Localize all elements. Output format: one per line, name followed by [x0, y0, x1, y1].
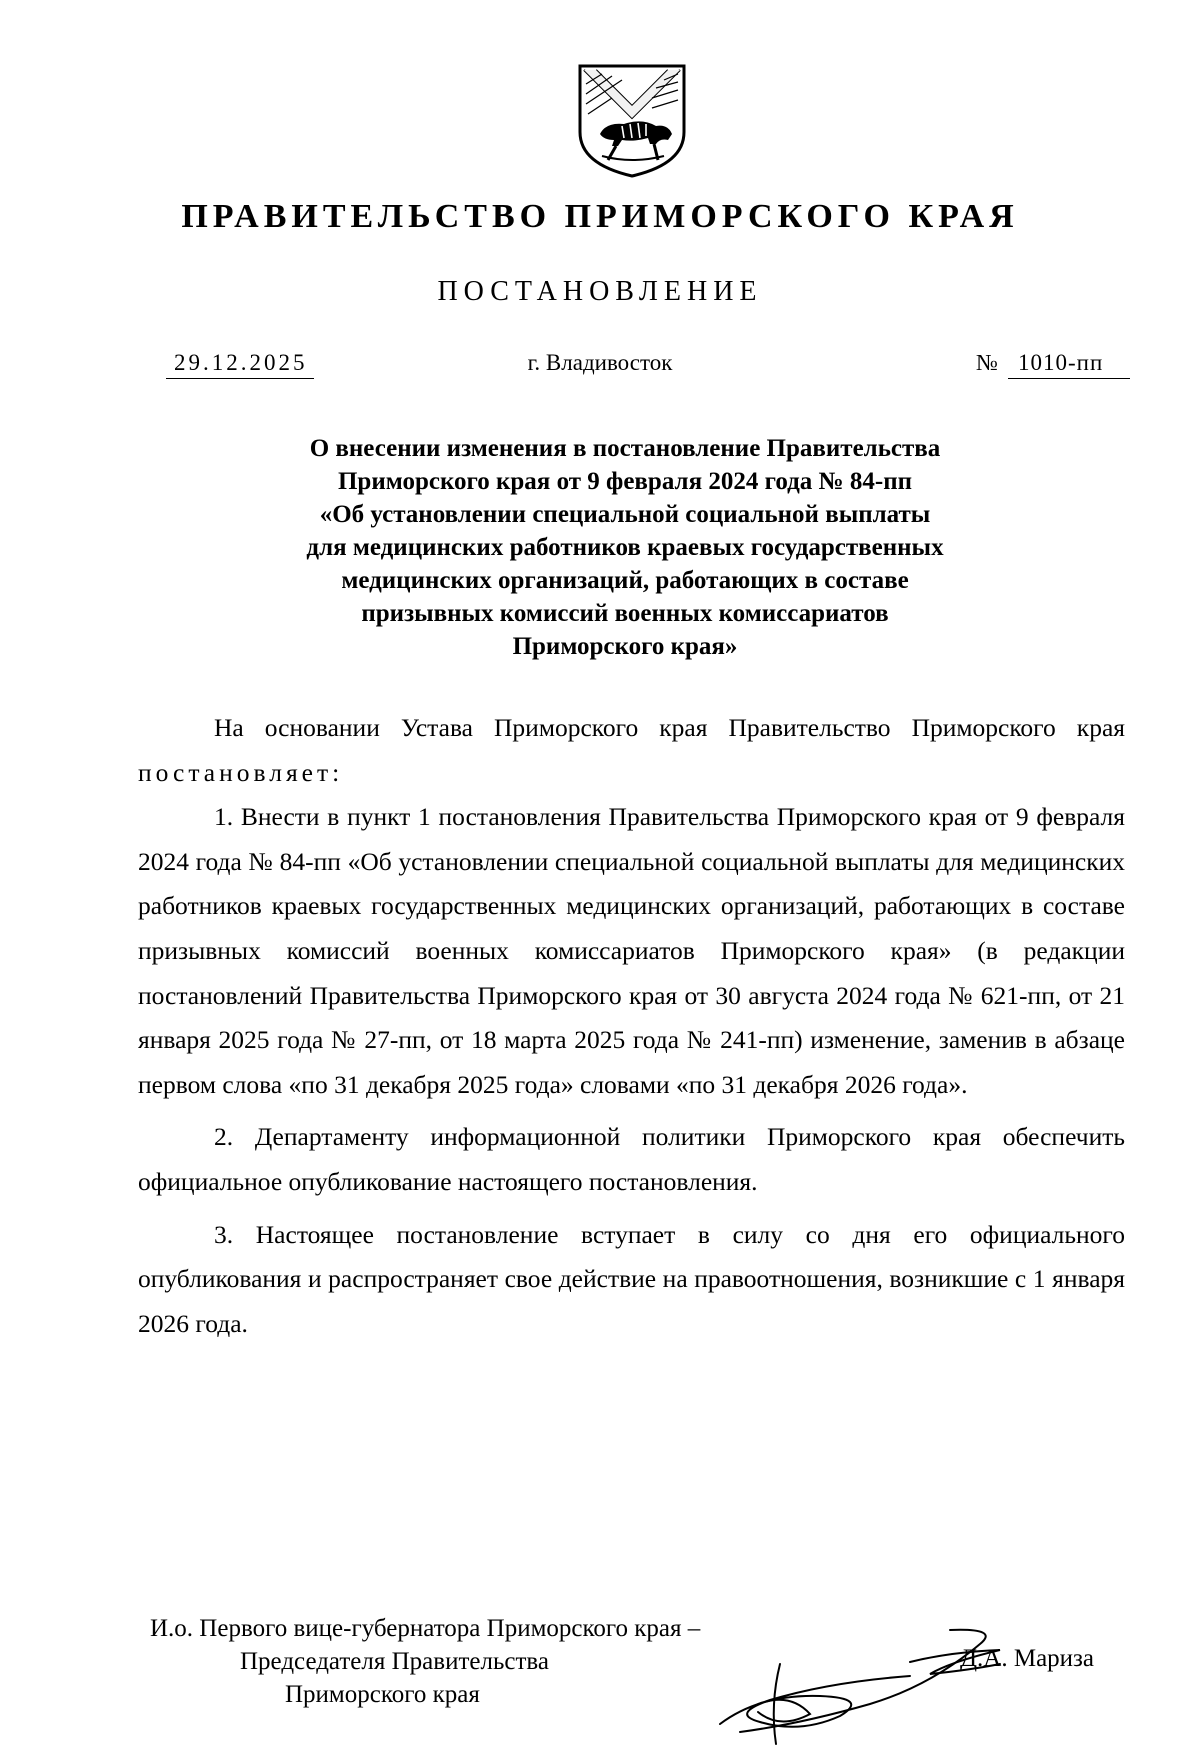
preamble-colon: :	[332, 757, 340, 787]
document-city: г. Владивосток	[527, 350, 673, 375]
number-sign: №	[976, 350, 998, 375]
document-number: 1010-пп	[1008, 350, 1130, 379]
position-line: И.о. Первого вице-губернатора Приморского края –	[150, 1615, 701, 1642]
primorsky-krai-coat-of-arms-icon	[572, 60, 692, 180]
document-date: 29.12.2025	[166, 350, 314, 379]
title-line: для медицинских работников краевых государственных	[306, 534, 944, 561]
issuing-authority: ПРАВИТЕЛЬСТВО ПРИМОРСКОГО КРАЯ	[181, 198, 1019, 235]
title-line: призывных комиссий военных комиссариатов	[361, 600, 889, 627]
document-type: ПОСТАНОВЛЕНИЕ	[437, 276, 763, 307]
title-line: медицинских организаций, работающих в составе	[341, 567, 909, 594]
position-line: Председателя Правительства	[240, 1648, 549, 1675]
point-2: 2. Департаменту информационной политики Приморского края обеспечить официальное опубликование настоящего постановления.	[138, 1122, 1125, 1196]
preamble-paragraph	[138, 706, 1125, 795]
title-line: Приморского края от 9 февраля 2024 года № 84-пп	[337, 468, 913, 495]
preamble-text: На основании Устава Приморского края Правительство Приморского края	[214, 713, 1125, 742]
position-line: Приморского края	[285, 1681, 480, 1708]
title-line: Приморского края»	[512, 633, 738, 660]
signatory-position	[150, 1612, 700, 1711]
point-3: 3. Настоящее постановление вступает в силу со дня его официального опубликования и распространяет свое действие на правоотношения, возникшие с 1 января 2026 года.	[138, 1219, 1125, 1338]
document-title	[200, 432, 1050, 663]
signatory-name: Д.А. Мариза	[960, 1645, 1095, 1672]
handwritten-signature	[700, 1604, 1040, 1754]
title-line: «Об установлении специальной социальной выплаты	[319, 501, 931, 528]
document-body	[138, 706, 1125, 1346]
decree-word: постановляет	[138, 757, 333, 787]
point-1: 1. Внести в пункт 1 постановления Правительства Приморского края от 9 февраля 2024 года № 84-пп «Об установлении специальной социальной выплаты для медицинских работников краевых государственных медицинских организаций, работающих в составе призывных комиссий военных комиссариатов Приморского края» (в редакции постановлений Правительства Приморского края от 30 августа 2024 года № 621-пп, от 21 января 2025 года № 27-пп, от 18 марта 2025 года № 241-пп) изменение, заменив в абзаце первом слова «по 31 декабря 2025 года» словами «по 31 декабря 2026 года».	[138, 802, 1125, 1099]
title-line: О внесении изменения в постановление Правительства	[309, 435, 941, 462]
